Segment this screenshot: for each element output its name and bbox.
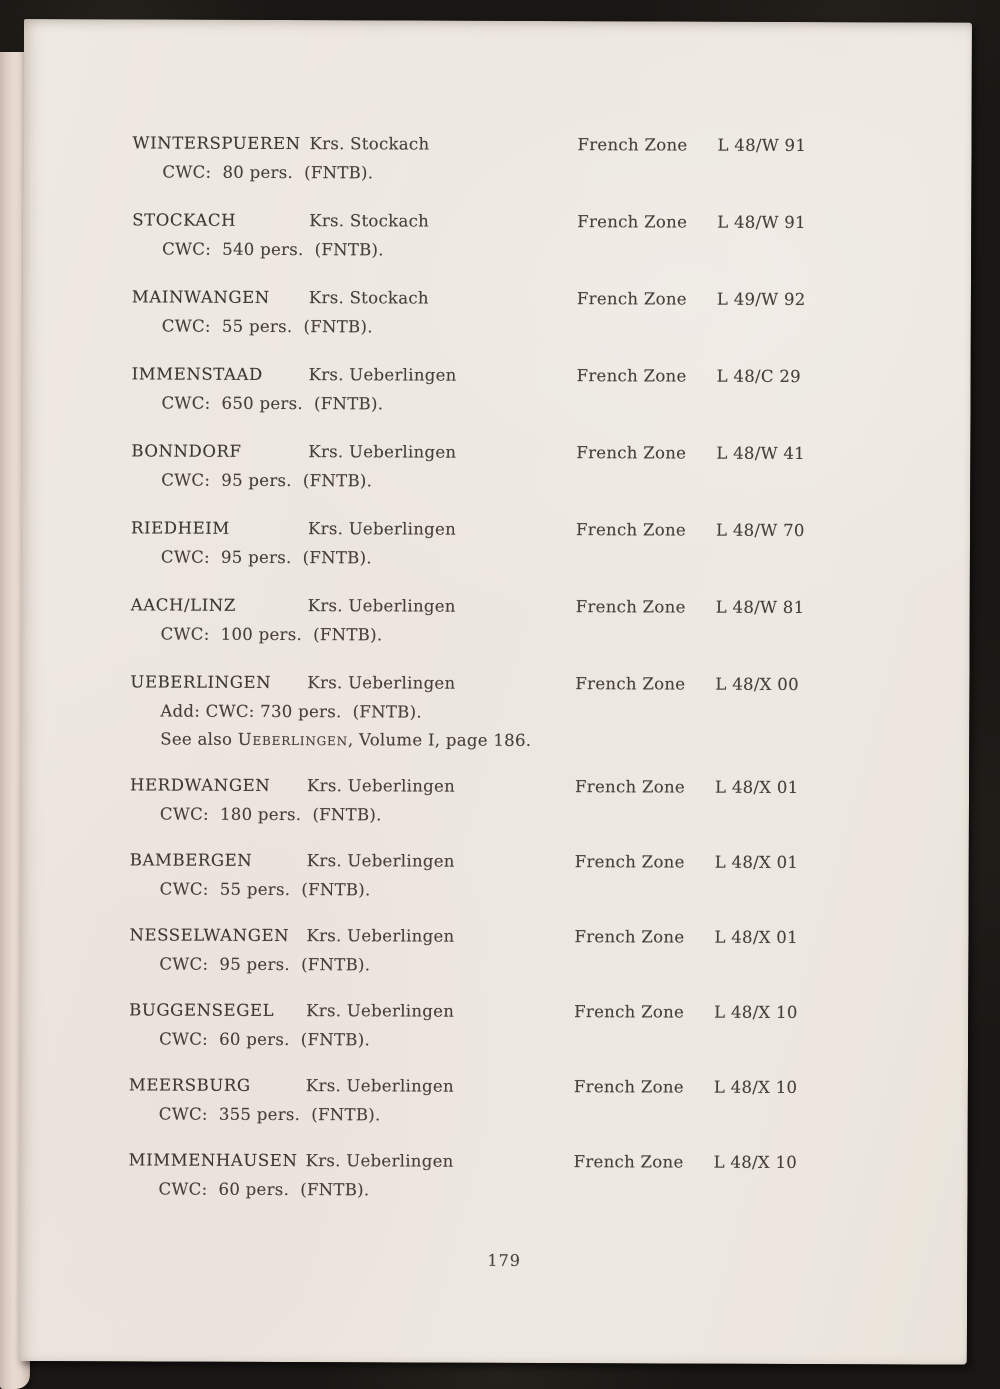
town-name: RIEDHEIM <box>131 518 230 538</box>
entry-header-row <box>132 364 955 387</box>
district-label: Krs. Ueberlingen <box>306 851 455 871</box>
town-entry <box>129 925 952 977</box>
district-label: Krs. Ueberlingen <box>308 442 457 462</box>
entry-header-row <box>132 133 955 156</box>
cwc-detail-line: Add: CWC: 730 pers. (FNTB). <box>160 701 422 722</box>
cwc-detail-line: CWC: 95 pers. (FNTB). <box>159 954 371 975</box>
zone-label: French Zone <box>573 1077 684 1097</box>
town-entry <box>131 441 954 493</box>
entry-header-row <box>130 775 953 798</box>
map-reference: L 48/W 91 <box>717 135 807 156</box>
entry-header-row <box>131 518 954 541</box>
district-label: Krs. Ueberlingen <box>308 365 457 385</box>
see-also-prefix: See also <box>160 729 238 749</box>
town-name: IMMENSTAAD <box>131 364 263 384</box>
zone-label: French Zone <box>577 135 688 155</box>
see-also-note <box>160 730 953 753</box>
zone-label: French Zone <box>574 852 685 872</box>
entry-header-row <box>129 1000 952 1023</box>
map-reference: L 48/C 29 <box>716 366 801 386</box>
zone-label: French Zone <box>576 520 687 540</box>
page-number: 179 <box>487 1250 522 1270</box>
cwc-detail-line: CWC: 355 pers. (FNTB). <box>158 1104 381 1125</box>
entry-header-row <box>132 210 955 233</box>
map-reference: L 48/W 41 <box>716 443 806 464</box>
cwc-detail-line: CWC: 55 pers. (FNTB). <box>161 316 373 337</box>
entry-header-row <box>129 925 952 948</box>
zone-label: French Zone <box>574 927 685 947</box>
town-name: MIMMENHAUSEN <box>128 1150 298 1171</box>
district-label: Krs. Stockach <box>309 211 430 231</box>
district-label: Krs. Stockach <box>309 134 430 154</box>
town-entry <box>132 133 955 185</box>
town-entry <box>130 850 953 902</box>
entry-header-row <box>131 595 954 618</box>
map-reference: L 48/X 10 <box>713 1077 798 1097</box>
map-reference: L 48/W 81 <box>715 597 805 618</box>
map-reference: L 48/W 70 <box>716 520 805 541</box>
town-entry <box>132 210 955 262</box>
zone-label: French Zone <box>574 1002 685 1022</box>
see-also-suffix: , Volume I, page 186. <box>347 730 532 750</box>
map-reference: L 48/X 00 <box>715 674 799 694</box>
cwc-detail-line: CWC: 55 pers. (FNTB). <box>159 879 371 900</box>
cwc-detail-line: CWC: 650 pers. (FNTB). <box>161 393 384 414</box>
district-label: Krs. Ueberlingen <box>307 673 456 693</box>
cwc-detail-line: CWC: 540 pers. (FNTB). <box>162 239 384 260</box>
entry-header-row <box>129 1075 952 1098</box>
zone-label: French Zone <box>577 212 688 232</box>
town-name: BAMBERGEN <box>129 850 253 870</box>
zone-label: French Zone <box>576 443 687 463</box>
zone-label: French Zone <box>576 366 687 386</box>
town-name: NESSELWANGEN <box>129 925 290 946</box>
district-label: Krs. Ueberlingen <box>307 596 456 616</box>
town-entry <box>132 287 955 339</box>
cwc-detail-line: CWC: 95 pers. (FNTB). <box>160 547 372 568</box>
district-label: Krs. Ueberlingen <box>305 1151 454 1171</box>
town-entry <box>128 1150 951 1202</box>
town-name: WINTERSPUEREN <box>132 133 301 154</box>
district-label: Krs. Stockach <box>308 288 429 308</box>
entry-header-row <box>132 287 955 310</box>
cwc-detail-line: CWC: 60 pers. (FNTB). <box>159 1029 371 1050</box>
town-name: STOCKACH <box>132 210 237 230</box>
map-reference: L 48/W 91 <box>717 212 806 233</box>
entry-header-row <box>129 1150 952 1173</box>
town-entry <box>129 1000 952 1052</box>
zone-label: French Zone <box>576 289 687 309</box>
town-entry <box>131 595 954 647</box>
map-reference: L 48/X 01 <box>714 927 798 947</box>
cwc-detail-line: CWC: 80 pers. (FNTB). <box>162 162 374 183</box>
town-name: AACH/LINZ <box>130 595 236 615</box>
entry-header-row <box>130 672 953 695</box>
district-label: Krs. Ueberlingen <box>306 1001 455 1021</box>
town-entry <box>131 364 954 416</box>
town-name: MEERSBURG <box>128 1075 251 1095</box>
town-entry <box>131 518 954 570</box>
entry-header-row <box>130 850 953 873</box>
district-label: Krs. Ueberlingen <box>306 926 455 946</box>
zone-label: French Zone <box>575 597 686 617</box>
cwc-detail-line: CWC: 95 pers. (FNTB). <box>161 470 373 491</box>
town-name: UEBERLINGEN <box>130 672 272 692</box>
zone-label: French Zone <box>575 674 686 694</box>
town-name: MAINWANGEN <box>131 287 270 307</box>
entries-list <box>128 133 955 1228</box>
zone-label: French Zone <box>573 1152 684 1172</box>
town-entry <box>130 672 953 752</box>
map-reference: L 49/W 92 <box>716 289 806 310</box>
map-reference: L 48/X 01 <box>714 852 799 872</box>
town-name: BUGGENSEGEL <box>129 1000 275 1020</box>
cwc-detail-line: CWC: 100 pers. (FNTB). <box>160 624 383 645</box>
town-name: HERDWANGEN <box>130 775 271 795</box>
map-reference: L 48/X 01 <box>715 777 799 797</box>
town-name: BONNDORF <box>131 441 242 461</box>
zone-label: French Zone <box>575 777 686 797</box>
cwc-detail-line: CWC: 60 pers. (FNTB). <box>158 1179 370 1200</box>
entry-header-row <box>131 441 954 464</box>
map-reference: L 48/X 10 <box>713 1152 798 1172</box>
map-reference: L 48/X 10 <box>714 1002 798 1022</box>
book-page <box>19 19 972 1365</box>
district-label: Krs. Ueberlingen <box>305 1076 454 1096</box>
district-label: Krs. Ueberlingen <box>307 776 456 796</box>
town-entry <box>130 775 953 827</box>
cwc-detail-line: CWC: 180 pers. (FNTB). <box>159 804 382 825</box>
town-entry <box>129 1075 952 1127</box>
district-label: Krs. Ueberlingen <box>308 519 457 539</box>
see-also-reference: Ueberlingen <box>237 729 348 750</box>
